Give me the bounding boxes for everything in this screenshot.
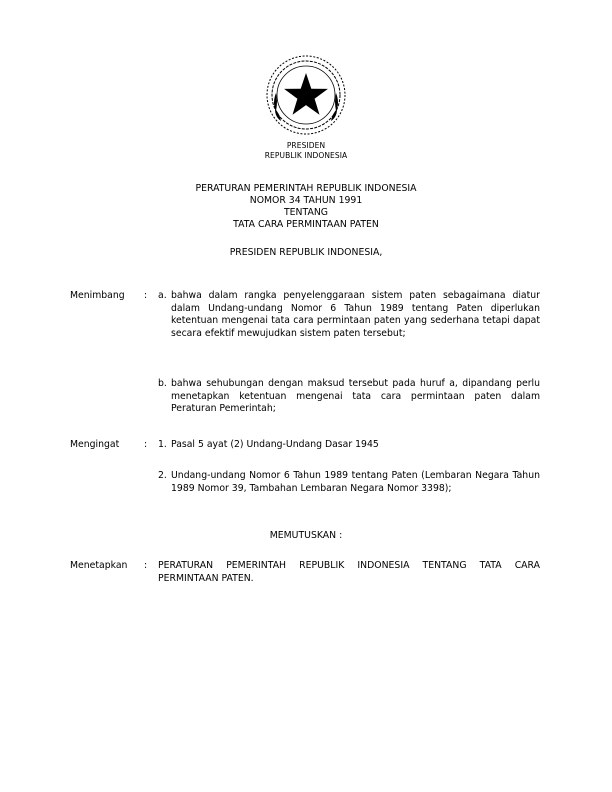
mengingat-item-1: [158, 439, 540, 452]
title-line-1: PERATURAN PEMERINTAH REPUBLIK INDONESIA: [195, 183, 417, 194]
menetapkan-item: [158, 560, 540, 585]
mengingat-label: Mengingat: [70, 439, 120, 450]
menimbang-item-b: [158, 378, 540, 416]
item-mark: b.: [158, 378, 167, 389]
item-mark: 2.: [158, 470, 167, 481]
menimbang-item-a: [158, 290, 540, 340]
item-mark: 1.: [158, 439, 167, 450]
item-text: Pasal 5 ayat (2) Undang-Undang Dasar 1945: [171, 439, 379, 450]
menetapkan-text: PERATURAN PEMERINTAH REPUBLIK INDONESIA TENTANG TATA CARA PERMINTAAN PATEN.: [158, 560, 540, 584]
garuda-star-emblem-icon: [264, 53, 348, 137]
preamble: PRESIDEN REPUBLIK INDONESIA,: [229, 247, 383, 258]
title-line-3: TENTANG: [284, 207, 328, 218]
menetapkan-colon: :: [144, 560, 148, 571]
header-republik: REPUBLIK INDONESIA: [264, 151, 348, 160]
memutuskan-heading: MEMUTUSKAN :: [269, 530, 343, 541]
title-line-2: NOMOR 34 TAHUN 1991: [249, 195, 363, 206]
title-line-4: TATA CARA PERMINTAAN PATEN: [233, 219, 379, 230]
menetapkan-label: Menetapkan: [70, 560, 128, 571]
item-text: Undang-undang Nomor 6 Tahun 1989 tentang Paten (Lembaran Negara Tahun 1989 Nomor 39, Tambahan Lembaran Negara Nomor 3398);: [171, 470, 540, 494]
menimbang-label: Menimbang: [70, 290, 125, 301]
item-text: bahwa dalam rangka penyelenggaraan sistem paten sebagaimana diatur dalam Undang-undang Nomor 6 Tahun 1989 tentang Paten diperlukan ketentuan mengenai tata cara permintaan paten yang sederhana tetapi dapat secara efektif mewujudkan sistem paten tersebut;: [171, 290, 540, 339]
header-presiden: PRESIDEN: [286, 141, 326, 150]
mengingat-item-2: [158, 470, 540, 495]
mengingat-colon: :: [144, 439, 148, 450]
item-mark: a.: [158, 290, 167, 301]
item-text: bahwa sehubungan dengan maksud tersebut pada huruf a, dipandang perlu menetapkan ketentuan mengenai tata cara permintaan paten dalam Peraturan Pemerintah;: [171, 378, 540, 415]
menimbang-colon: :: [144, 290, 148, 301]
